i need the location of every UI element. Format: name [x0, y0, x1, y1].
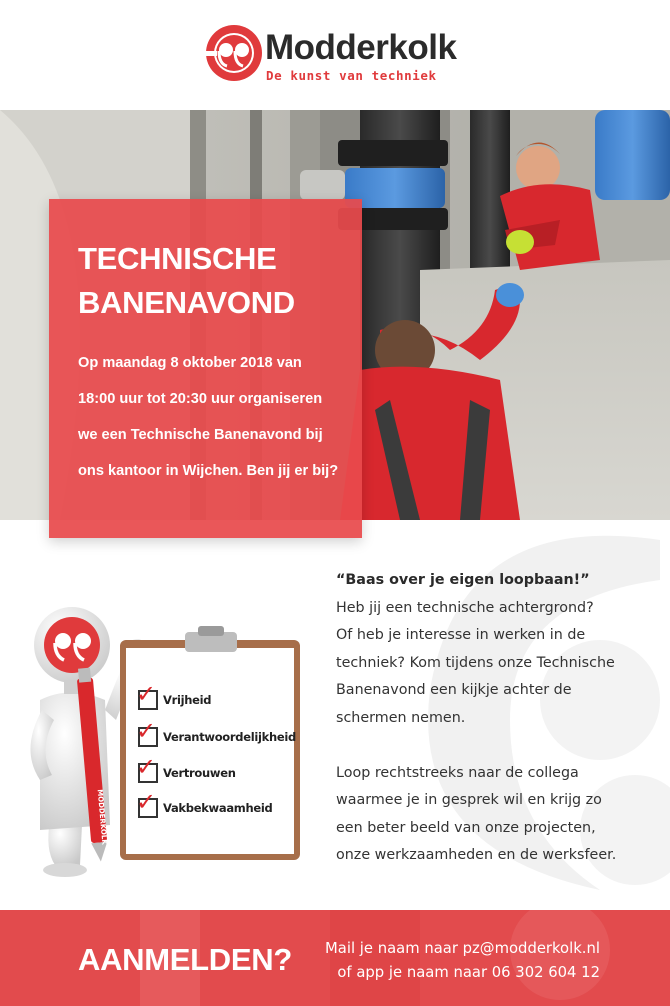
event-description-line: 18:00 uur tot 20:30 uur organiseren: [78, 391, 323, 407]
header: [0, 0, 670, 110]
intro-paragraph-line: Heb jij een technische achtergrond?: [336, 599, 594, 616]
intro-paragraph-line: waarmee je in gesprek wil en krijg zo: [336, 792, 602, 808]
intro-paragraph-line: Of heb je interesse in werken in de: [336, 627, 586, 643]
intro-paragraph-line: Banenavond een kijkje achter de: [336, 682, 572, 698]
pen-brand-text: MODDERKOLK: [95, 788, 109, 846]
event-title-line-2: BANENAVOND: [78, 285, 295, 320]
checkmark-icon: ✓: [136, 753, 157, 781]
checkmark-icon: ✓: [136, 717, 157, 745]
signup-email-line[interactable]: Mail je naam naar pz@modderkolk.nl: [325, 940, 600, 957]
checklist-label: Vakbekwaamheid: [163, 801, 273, 815]
intro-paragraph-line: techniek? Kom tijdens onze Technische: [336, 654, 615, 671]
event-description: [78, 345, 358, 489]
paragraph-spacer: [336, 732, 656, 760]
intro-paragraph-line: Loop rechtstreeks naar de collega: [336, 764, 579, 781]
signup-contact: [325, 937, 600, 985]
event-title-line-1: TECHNISCHE: [78, 241, 277, 276]
signup-heading: AANMELDEN?: [78, 942, 292, 977]
event-description-line: Op maandag 8 oktober 2018 van: [78, 355, 302, 371]
checklist-label: Vertrouwen: [163, 766, 236, 780]
modderkolk-logo-icon: [205, 24, 263, 82]
checkmark-icon: ✓: [136, 788, 157, 816]
intro-quote: “Baas over je eigen loopbaan!”: [336, 572, 590, 588]
intro-text: [336, 567, 656, 870]
event-info-card: [49, 199, 362, 538]
intro-paragraph-line: schermen nemen.: [336, 709, 466, 726]
event-title: [78, 237, 295, 325]
brand-tagline: De kunst van techniek: [266, 68, 437, 83]
checklist-label: Vrijheid: [163, 693, 212, 707]
intro-paragraph-line: een beter beeld van onze projecten,: [336, 819, 596, 836]
signup-footer: [0, 910, 670, 1006]
checkmark-icon: ✓: [136, 680, 157, 708]
modderkolk-logo[interactable]: [205, 24, 465, 86]
event-description-line: we een Technische Banenavond bij: [78, 427, 323, 443]
checklist-label: Verantwoordelijkheid: [163, 730, 296, 744]
brand-name: Modderkolk: [265, 28, 457, 67]
intro-paragraph-line: onze werkzaamheden en de werksfeer.: [336, 847, 617, 863]
signup-phone-line[interactable]: of app je naam naar 06 302 604 12: [337, 964, 600, 981]
event-description-line: ons kantoor in Wijchen. Ben jij er bij?: [78, 463, 339, 479]
